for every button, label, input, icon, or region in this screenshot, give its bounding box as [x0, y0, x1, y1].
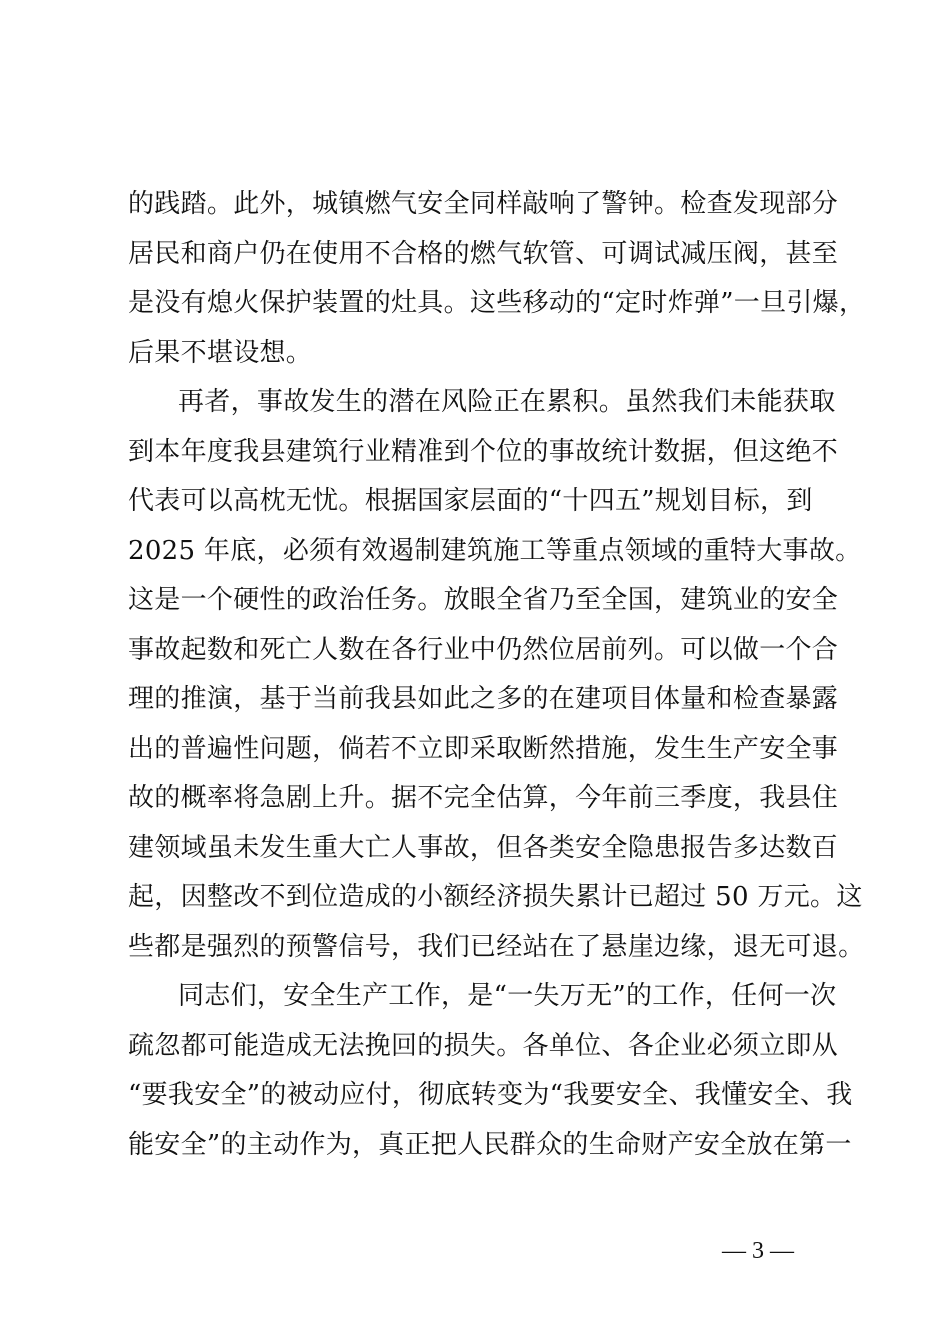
- text-line: 出的普遍性问题，倘若不立即采取断然措施，发生生产安全事: [128, 733, 839, 764]
- text-line: 是没有熄火保护装置的灶具。这些移动的“定时炸弹”一旦引爆，: [128, 288, 866, 318]
- text-line: 些都是强烈的预警信号，我们已经站在了悬崖边缘，退无可退。: [128, 931, 865, 962]
- text-line: 事故起数和死亡人数在各行业中仍然位居前列。可以做一个合: [128, 634, 839, 665]
- text-line: 的践踏。此外，城镇燃气安全同样敲响了警钟。检查发现部分: [128, 189, 839, 219]
- text-line: “要我安全”的被动应付，彻底转变为“我要安全、我懂安全、我: [128, 1080, 853, 1110]
- text-line: 代表可以高枕无忧。根据国家层面的“十四五”规划目标，到: [128, 486, 813, 516]
- text-line: 起，因整改不到位造成的小额经济损失累计已超过 50 万元。这: [128, 882, 863, 912]
- text-line: 2025 年底，必须有效遏制建筑施工等重点领域的重特大事故。: [128, 535, 862, 566]
- text-line: 理的推演，基于当前我县如此之多的在建项目体量和检查暴露: [128, 684, 839, 714]
- paragraph-start-line: 再者，事故发生的潜在风险正在累积。虽然我们未能获取: [178, 387, 836, 417]
- body-text: [128, 180, 866, 1170]
- text-line: 故的概率将急剧上升。据不完全估算，今年前三季度，我县住: [128, 783, 839, 813]
- text-line: 这是一个硬性的政治任务。放眼全省乃至全国，建筑业的安全: [128, 585, 839, 615]
- text-line: 居民和商户仍在使用不合格的燃气软管、可调试减压阀，甚至: [128, 238, 839, 269]
- text-line: 能安全”的主动作为，真正把人民群众的生命财产安全放在第一: [128, 1129, 852, 1160]
- text-line: 疏忽都可能造成无法挽回的损失。各单位、各企业必须立即从: [128, 1030, 839, 1061]
- text-line: 到本年度我县建筑行业精准到个位的事故统计数据，但这绝不: [128, 436, 839, 467]
- text-line: 建领域虽未发生重大亡人事故，但各类安全隐患报告多达数百: [128, 832, 839, 863]
- paragraph-start-line: 同志们，安全生产工作，是“一失万无”的工作，任何一次: [178, 981, 837, 1011]
- text-line: 后果不堪设想。: [128, 337, 313, 368]
- page-number: — 3 —: [722, 1238, 794, 1264]
